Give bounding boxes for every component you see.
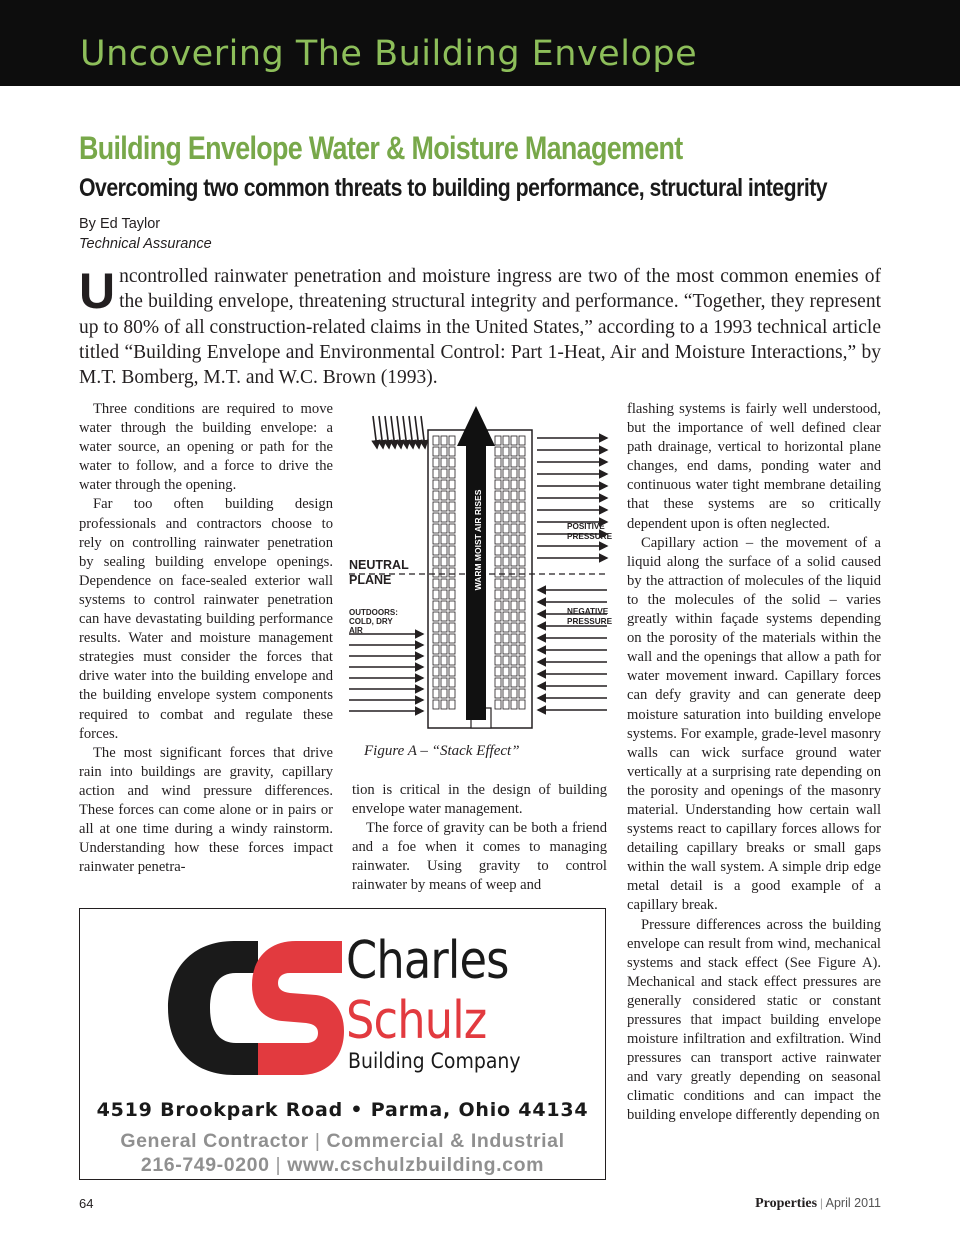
window [433, 579, 439, 588]
stack-effect-diagram [345, 402, 613, 732]
window [449, 546, 455, 555]
window [441, 469, 447, 478]
window [503, 458, 509, 467]
window [433, 634, 439, 643]
window [433, 678, 439, 687]
window [441, 656, 447, 665]
outdoors-label-2: COLD, DRY [349, 617, 393, 626]
window [511, 590, 517, 599]
window [441, 491, 447, 500]
window [511, 436, 517, 445]
pressure-arrow [397, 416, 401, 448]
window [511, 689, 517, 698]
window [441, 436, 447, 445]
byline [79, 214, 212, 254]
window [503, 469, 509, 478]
pressure-arrow [391, 416, 395, 448]
window [433, 458, 439, 467]
window [441, 458, 447, 467]
pressure-arrow [403, 416, 407, 448]
advertisement[interactable] [79, 908, 606, 1180]
window [495, 480, 501, 489]
company-phone: 216-749-0200 [140, 1154, 270, 1176]
window [495, 535, 501, 544]
window [503, 524, 509, 533]
window [441, 667, 447, 676]
window [495, 546, 501, 555]
window [495, 469, 501, 478]
window [441, 502, 447, 511]
cs-logo [166, 933, 344, 1083]
window [433, 645, 439, 654]
window [503, 535, 509, 544]
pressure-arrow [409, 416, 413, 448]
window [495, 524, 501, 533]
outdoors-label-3: AIR [349, 626, 363, 635]
window [511, 458, 517, 467]
window [503, 689, 509, 698]
body-column-1 [79, 400, 333, 877]
company-website-link[interactable]: www.cschulzbuilding.com [287, 1154, 545, 1176]
pressure-arrow [379, 416, 383, 448]
window [433, 590, 439, 599]
window [503, 491, 509, 500]
window [433, 656, 439, 665]
window [511, 601, 517, 610]
window [511, 612, 517, 621]
window [519, 645, 525, 654]
window [449, 689, 455, 698]
negative-label-1: NEGATIVE [567, 607, 609, 616]
window [495, 568, 501, 577]
body-paragraph: Pressure differences across the building envelope can result from wind, mechanical systems and stack effect (See Figure A). Mechanical and stack effect pressures are generally considered static or constant pressures that impact building envelope moisture infiltration and exfiltration. Wind pressures can transport active rainwater and vary greatly depending on seasonal climatic conditions and can impact the building envelope differently depending on [627, 916, 881, 1124]
window [449, 491, 455, 500]
window [519, 601, 525, 610]
window [519, 700, 525, 709]
window [495, 623, 501, 632]
window [441, 700, 447, 709]
service-general: General Contractor [120, 1130, 309, 1152]
window [519, 491, 525, 500]
window [503, 634, 509, 643]
outdoors-label-1: OUTDOORS: [349, 608, 398, 617]
window [495, 678, 501, 687]
window [449, 513, 455, 522]
pressure-arrow [415, 416, 419, 448]
window [449, 557, 455, 566]
window [503, 700, 509, 709]
window [519, 590, 525, 599]
window [511, 579, 517, 588]
window [511, 623, 517, 632]
window [503, 678, 509, 687]
window [511, 491, 517, 500]
window [519, 557, 525, 566]
window [433, 502, 439, 511]
window [495, 579, 501, 588]
arrow-label: WARM MOIST AIR RISES [473, 489, 483, 591]
magazine-name: Properties [755, 1196, 818, 1211]
company-services [80, 1130, 605, 1153]
window [449, 623, 455, 632]
window [449, 678, 455, 687]
window [511, 502, 517, 511]
window [449, 579, 455, 588]
service-commercial: Commercial & Industrial [326, 1130, 565, 1152]
window [519, 513, 525, 522]
window [433, 524, 439, 533]
window [441, 645, 447, 654]
window [449, 447, 455, 456]
window [433, 667, 439, 676]
window [519, 678, 525, 687]
window [449, 656, 455, 665]
window [519, 689, 525, 698]
window [519, 612, 525, 621]
window [449, 436, 455, 445]
window [495, 656, 501, 665]
window [511, 634, 517, 643]
window [433, 480, 439, 489]
window [519, 502, 525, 511]
company-address: 4519 Brookpark Road • Parma, Ohio 44134 [96, 1099, 589, 1121]
body-paragraph: The most significant forces that drive rain into buildings are gravity, capillary action and wind pressure differences. These forces can come alone or in pairs or all at one time during a windy rainstorm. Understanding how these forces impact rainwater penetra- [79, 744, 333, 876]
window [433, 568, 439, 577]
window [495, 447, 501, 456]
window [511, 645, 517, 654]
body-column-2 [352, 781, 607, 896]
window [495, 590, 501, 599]
window [511, 557, 517, 566]
window [503, 447, 509, 456]
window [519, 579, 525, 588]
window [519, 524, 525, 533]
window [519, 535, 525, 544]
window [511, 480, 517, 489]
window [449, 590, 455, 599]
window [433, 689, 439, 698]
window [495, 458, 501, 467]
issue-date: April 2011 [825, 1196, 881, 1210]
window [441, 623, 447, 632]
window [503, 656, 509, 665]
window [495, 700, 501, 709]
window [449, 645, 455, 654]
window [503, 502, 509, 511]
window [519, 656, 525, 665]
window [519, 623, 525, 632]
window [433, 436, 439, 445]
window [433, 612, 439, 621]
window [441, 568, 447, 577]
window [503, 579, 509, 588]
window [449, 524, 455, 533]
positive-label-1: POSITIVE [567, 522, 605, 531]
warm-air-arrow [457, 406, 495, 720]
body-paragraph: Three conditions are required to move water through the building envelope: a water source, an opening or path for the water to follow, and a force to drive the water through the opening. [79, 401, 333, 494]
window [511, 447, 517, 456]
window [503, 557, 509, 566]
body-paragraph: flashing systems is fairly well understood, but the importance of well defined clear path drainage, vertical to horizontal plane changes, end dams, ponding water and continuous water tight membrane detailing that these systems are so critically dependent upon is often neglected. [627, 401, 881, 532]
window [449, 535, 455, 544]
company-name-first: Charles [346, 931, 509, 991]
negative-label-2: PRESSURE [567, 617, 613, 626]
positive-label-2: PRESSURE [567, 532, 613, 541]
window [495, 513, 501, 522]
company-subtitle: Building Company [348, 1049, 521, 1073]
window [503, 568, 509, 577]
author-role: Technical Assurance [79, 236, 212, 252]
window [503, 645, 509, 654]
window [449, 634, 455, 643]
page-number: 64 [79, 1196, 94, 1211]
window [495, 436, 501, 445]
window [433, 601, 439, 610]
body-paragraph: Capillary action – the movement of a liquid along the surface of a solid caused by the attraction of molecules of the liquid to the molecules of the solid – varies greatly within façade systems depending on the porosity of the materials within the wall and the openings that allow a path for water movement inward. Capillary forces can defy gravity and can generate deep moisture saturation into building envelope systems. For example, grade-level masonry walls can wick surface ground water vertically at a surprising rate depending on the porosity and openings of the masonry material. Understanding how certain wall systems react to capillary forces allows for detailing capillary breaks or small gaps within the wall system. A simple drip edge metal detail is a good example of a capillary break. [627, 534, 881, 914]
window [503, 612, 509, 621]
window [449, 502, 455, 511]
window [511, 656, 517, 665]
separator: | [314, 1130, 321, 1152]
section-title: Uncovering The Building Envelope [80, 34, 698, 74]
window [495, 502, 501, 511]
figure-caption: Figure A – “Stack Effect” [364, 743, 520, 759]
window [433, 513, 439, 522]
window [449, 612, 455, 621]
neutral-label-1: NEUTRAL [349, 558, 409, 572]
footer-separator: | [820, 1195, 823, 1210]
window [511, 535, 517, 544]
window [511, 678, 517, 687]
window [441, 447, 447, 456]
window [449, 601, 455, 610]
window [441, 590, 447, 599]
window [519, 634, 525, 643]
window [441, 480, 447, 489]
window [503, 601, 509, 610]
window [495, 557, 501, 566]
window [519, 667, 525, 676]
article-headline: Building Envelope Water & Moisture Management [79, 130, 683, 166]
company-contact [80, 1154, 605, 1177]
body-column-3 [627, 400, 881, 1126]
pressure-arrow [373, 416, 377, 448]
window [441, 557, 447, 566]
window [449, 480, 455, 489]
window [441, 546, 447, 555]
window [503, 667, 509, 676]
window [511, 667, 517, 676]
window [495, 645, 501, 654]
window [519, 469, 525, 478]
window [441, 513, 447, 522]
window [503, 480, 509, 489]
window [511, 568, 517, 577]
window [449, 667, 455, 676]
window [519, 458, 525, 467]
window [503, 590, 509, 599]
window [449, 568, 455, 577]
window [519, 480, 525, 489]
pressure-arrow [421, 416, 425, 448]
window [433, 535, 439, 544]
footer-masthead [755, 1195, 881, 1212]
window [519, 436, 525, 445]
window [511, 700, 517, 709]
body-paragraph: The force of gravity can be both a friend and a foe when it comes to managing rainwater. Using gravity to control rainwater by means of weep and [352, 820, 607, 894]
window [433, 469, 439, 478]
window [511, 513, 517, 522]
window [495, 612, 501, 621]
window [441, 601, 447, 610]
window [441, 612, 447, 621]
window [449, 700, 455, 709]
window [495, 667, 501, 676]
window [511, 546, 517, 555]
window [433, 491, 439, 500]
window [441, 535, 447, 544]
window [511, 524, 517, 533]
window [433, 700, 439, 709]
window [519, 568, 525, 577]
window [441, 579, 447, 588]
window [511, 469, 517, 478]
window [519, 447, 525, 456]
window [495, 689, 501, 698]
window [441, 524, 447, 533]
window [433, 447, 439, 456]
window [449, 458, 455, 467]
section-banner [0, 0, 960, 86]
window [495, 601, 501, 610]
window [503, 546, 509, 555]
article-subhead: Overcoming two common threats to building performance, structural integrity [79, 174, 828, 202]
pressure-arrow [385, 416, 389, 448]
window [449, 469, 455, 478]
window [441, 634, 447, 643]
lead-text: ncontrolled rainwater penetration and moisture ingress are two of the most common enemies of the building envelope, threatening structural integrity and performance. “Together, they represent up to 80% of all construction-related claims in the United States,” according to a 1993 technical article titled “Building Envelope and Environmental Control: Part 1-Heat, Air and Moisture Interactions,” by M.T. Bomberg, M.T. and W.C. Brown (1993). [79, 266, 881, 389]
window [433, 623, 439, 632]
window [441, 678, 447, 687]
window [433, 557, 439, 566]
window [503, 623, 509, 632]
window [503, 436, 509, 445]
window [495, 491, 501, 500]
body-paragraph: tion is critical in the design of building envelope water management. [352, 782, 607, 818]
window [503, 513, 509, 522]
neutral-label-2: PLANE [349, 573, 392, 587]
body-paragraph: Far too often building design professionals and contractors choose to rely on controlling rainwater penetration by sealing building envelope openings. Dependence on face-sealed exterior wall systems to control rainwater penetration can have devastating building performance results. Water and moisture management strategies must consider the forces that drive water into the building envelope and the building envelope system components required to combat and regulate these forces. [79, 496, 333, 742]
author-name: By Ed Taylor [79, 216, 161, 232]
window [433, 546, 439, 555]
lead-paragraph [79, 264, 881, 390]
separator: | [275, 1154, 282, 1176]
window [519, 546, 525, 555]
company-name-last: Schulz [346, 991, 487, 1051]
window [441, 689, 447, 698]
drop-cap: U [79, 263, 116, 319]
window [495, 634, 501, 643]
